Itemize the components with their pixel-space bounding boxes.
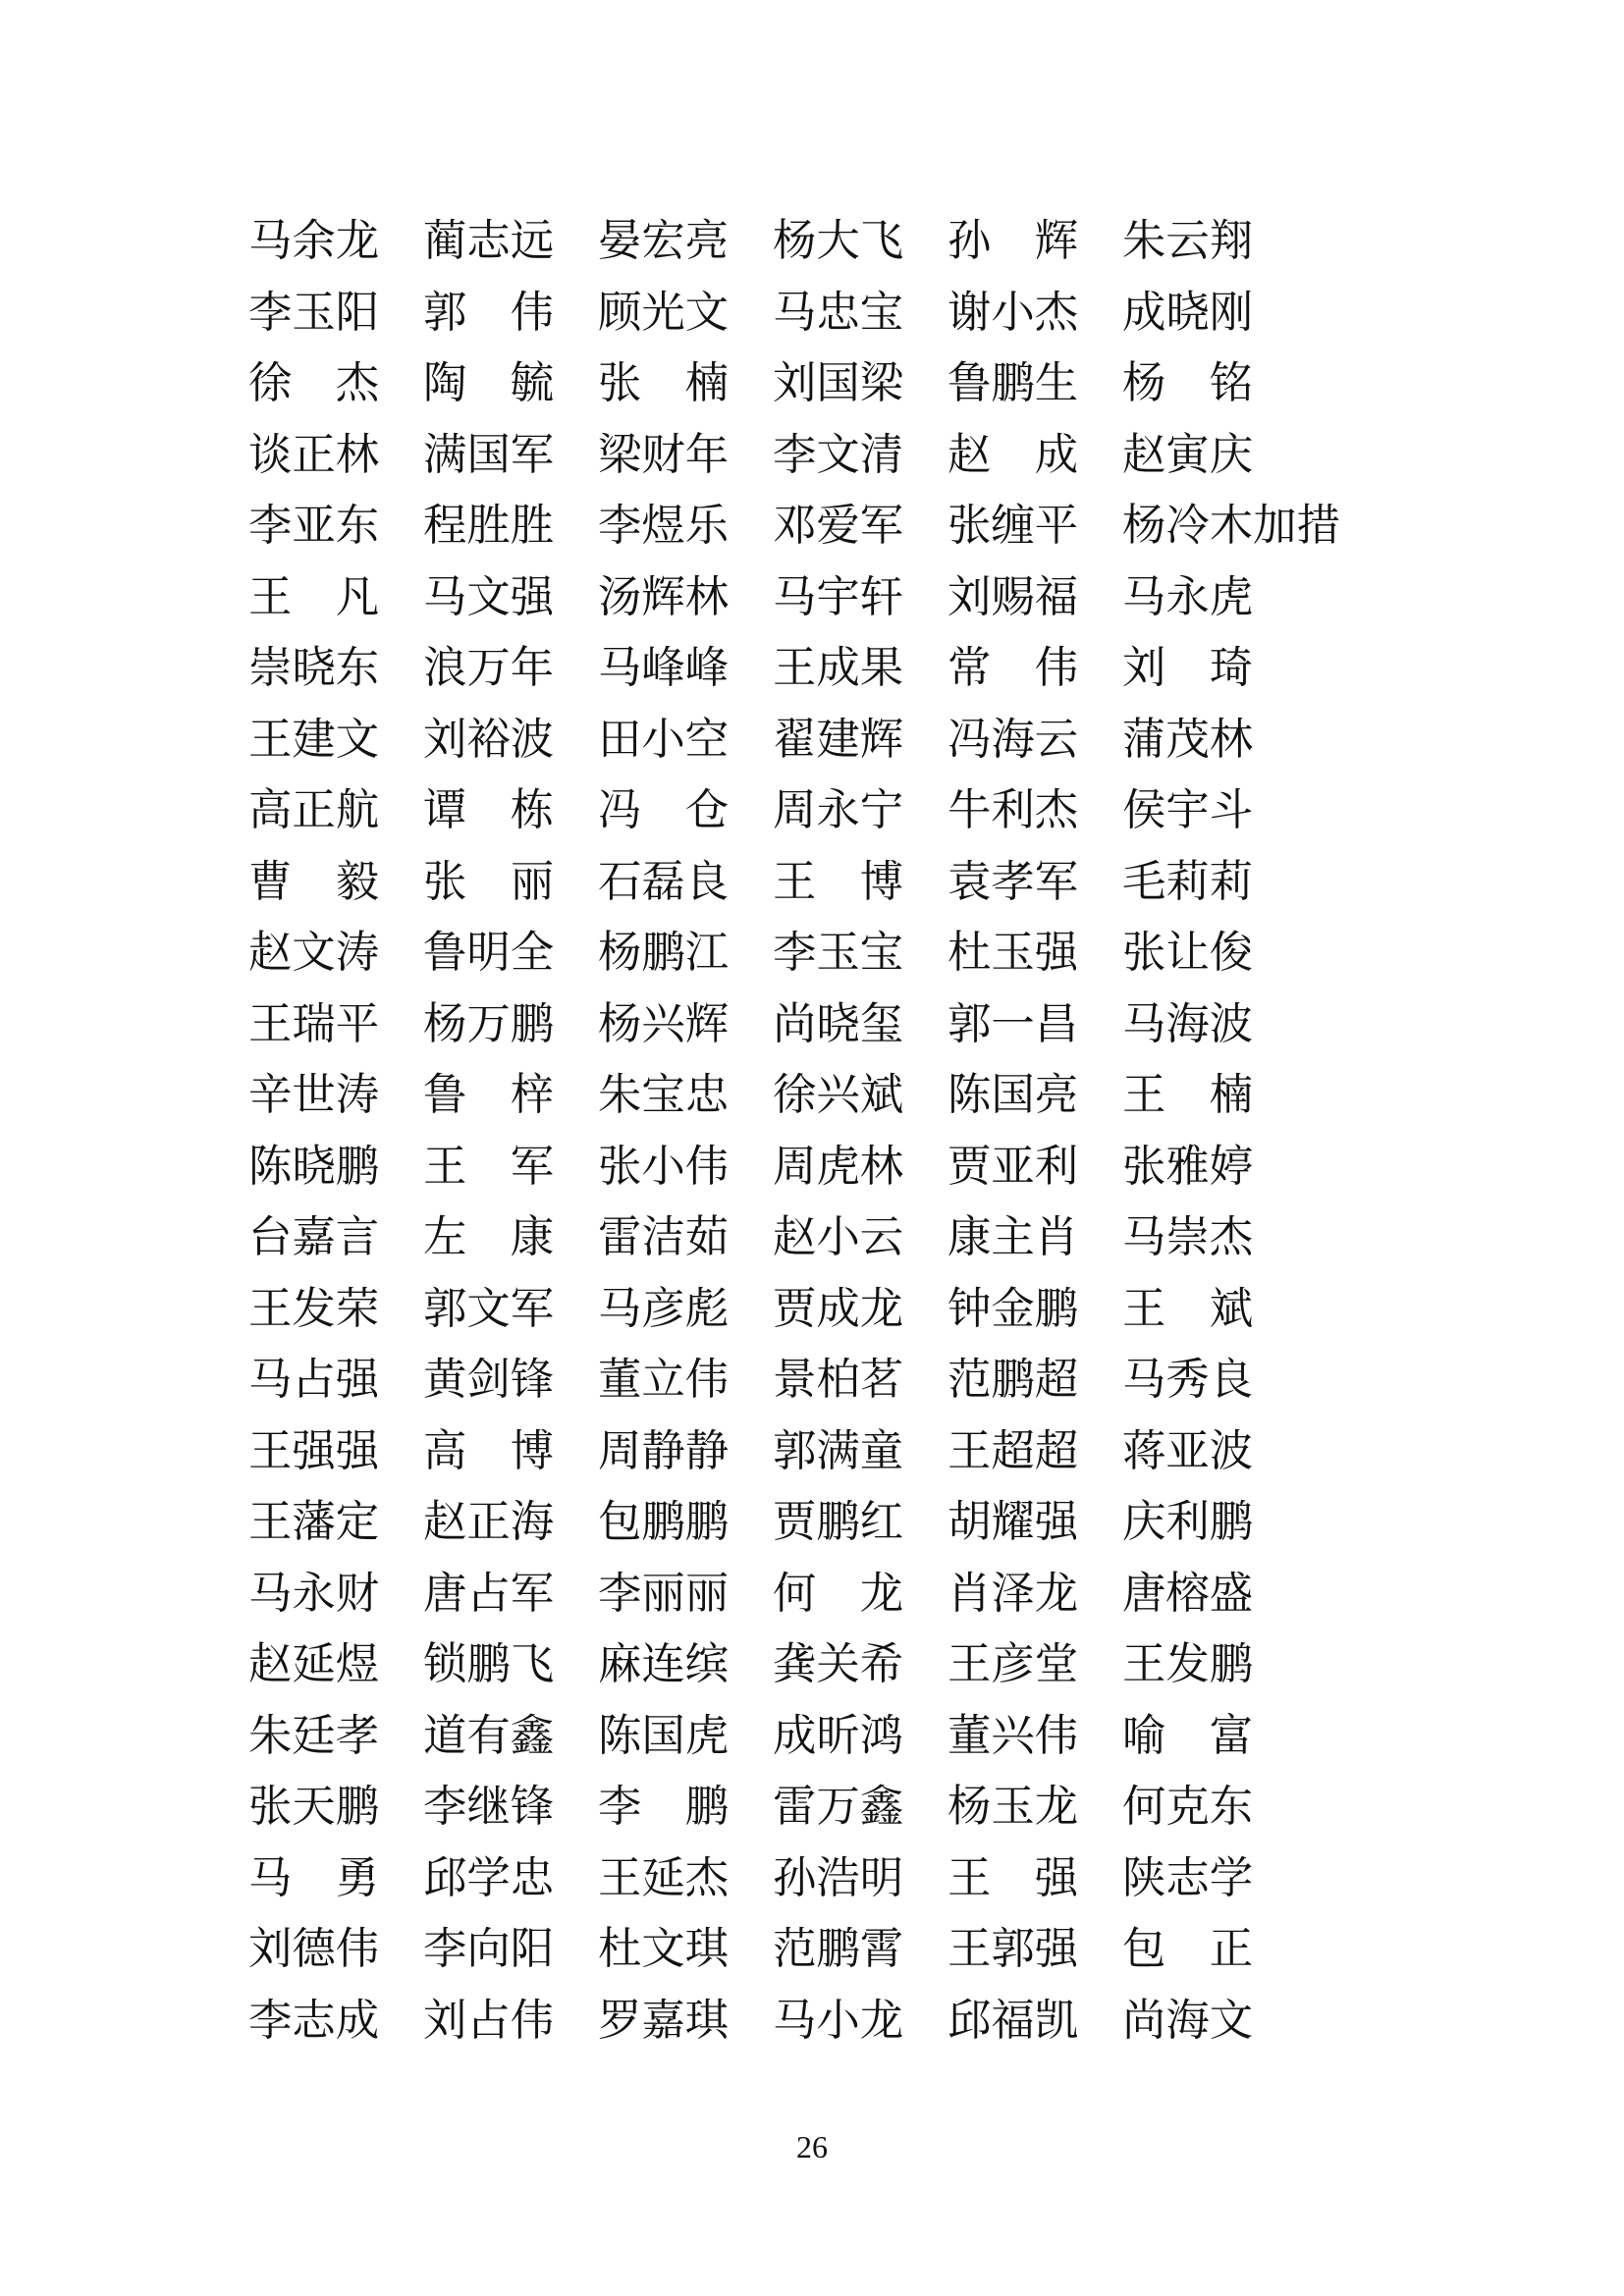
person-name: 王 强 (947, 1852, 1079, 1902)
person-name: 李向阳 (423, 1924, 555, 1974)
person-name: 杨鹏江 (598, 928, 730, 978)
person-name: 马永虎 (1122, 571, 1254, 621)
person-name: 成昕鸿 (773, 1710, 904, 1760)
person-name: 杨玉龙 (947, 1782, 1079, 1832)
person-name: 张 楠 (598, 358, 730, 408)
person-name: 汤辉林 (598, 571, 730, 621)
person-name: 雷洁茹 (598, 1212, 730, 1262)
person-name: 常 伟 (947, 643, 1079, 693)
person-name: 辛世涛 (248, 1070, 380, 1120)
person-name: 刘国梁 (773, 358, 904, 408)
person-name: 顾光文 (598, 287, 730, 337)
person-name: 袁孝军 (947, 856, 1079, 906)
person-name: 李亚东 (248, 501, 380, 551)
person-name: 杨 铭 (1122, 358, 1254, 408)
person-name: 贾成龙 (773, 1283, 904, 1333)
page-number: 26 (796, 2129, 828, 2164)
person-name: 杨冷木加措 (1122, 501, 1340, 551)
person-name: 张小伟 (598, 1141, 730, 1191)
person-name: 贾亚利 (947, 1141, 1079, 1191)
person-name: 胡耀强 (947, 1497, 1079, 1547)
person-name: 王强强 (248, 1425, 380, 1475)
person-name: 鲁鹏生 (947, 358, 1079, 408)
person-name: 蒋亚波 (1122, 1425, 1254, 1475)
person-name: 马峰峰 (598, 643, 730, 693)
person-name: 台嘉言 (248, 1212, 380, 1262)
person-name: 罗嘉琪 (598, 1995, 730, 2045)
person-name: 曹 毅 (248, 856, 380, 906)
person-name: 刘赐福 (947, 571, 1079, 621)
person-name: 包 正 (1122, 1924, 1254, 1974)
person-name: 王 博 (773, 856, 904, 906)
person-name: 李志成 (248, 1995, 380, 2045)
person-name: 贾鹏红 (773, 1497, 904, 1547)
person-name: 康主肖 (947, 1212, 1079, 1262)
person-name: 李玉宝 (773, 928, 904, 978)
person-name: 谈正林 (248, 429, 380, 479)
person-name: 张雅婷 (1122, 1141, 1254, 1191)
person-name: 王 凡 (248, 571, 380, 621)
person-name: 王瑞平 (248, 998, 380, 1048)
person-name: 李继锋 (423, 1782, 555, 1832)
person-name: 谢小杰 (947, 287, 1079, 337)
person-name: 唐占军 (423, 1568, 555, 1618)
person-name: 肖泽龙 (947, 1568, 1079, 1618)
person-name: 董立伟 (598, 1355, 730, 1405)
person-name: 石磊良 (598, 856, 730, 906)
person-name: 蒲茂林 (1122, 714, 1254, 764)
person-name: 范鹏霄 (773, 1924, 904, 1974)
person-name: 侯宇斗 (1122, 785, 1254, 835)
person-name: 郭文军 (423, 1283, 555, 1333)
person-name: 龚关希 (773, 1639, 904, 1689)
person-name: 谭 栋 (423, 785, 555, 835)
person-name: 尚晓玺 (773, 998, 904, 1048)
person-name: 晏宏亮 (598, 216, 730, 266)
person-name: 李 鹏 (598, 1782, 730, 1832)
person-name: 王彦堂 (947, 1639, 1079, 1689)
person-name: 朱云翔 (1122, 216, 1254, 266)
person-name: 唐榕盛 (1122, 1568, 1254, 1618)
person-name: 何 龙 (773, 1568, 904, 1618)
person-name: 王发鹏 (1122, 1639, 1254, 1689)
person-name: 陈晓鹏 (248, 1141, 380, 1191)
person-name: 王郭强 (947, 1924, 1079, 1974)
person-name: 杨万鹏 (423, 998, 555, 1048)
person-name: 高 博 (423, 1425, 555, 1475)
person-name: 周虎林 (773, 1141, 904, 1191)
person-name: 翟建辉 (773, 714, 904, 764)
person-name: 杨兴辉 (598, 998, 730, 1048)
person-name: 郭一昌 (947, 998, 1079, 1048)
person-name: 雷万鑫 (773, 1782, 904, 1832)
person-name: 王 楠 (1122, 1070, 1254, 1120)
person-name: 钟金鹏 (947, 1283, 1079, 1333)
person-name: 浪万年 (423, 643, 555, 693)
person-name: 何克东 (1122, 1782, 1254, 1832)
person-name: 马 勇 (248, 1852, 380, 1902)
person-name: 李丽丽 (598, 1568, 730, 1618)
person-name: 马小龙 (773, 1995, 904, 2045)
person-name: 杜文琪 (598, 1924, 730, 1974)
person-name: 张让俊 (1122, 928, 1254, 978)
person-name: 张天鹏 (248, 1782, 380, 1832)
person-name: 庆利鹏 (1122, 1497, 1254, 1547)
person-name: 朱宝忠 (598, 1070, 730, 1120)
person-name: 邱学忠 (423, 1852, 555, 1902)
person-name: 李文清 (773, 429, 904, 479)
person-name: 马余龙 (248, 216, 380, 266)
person-name: 王发荣 (248, 1283, 380, 1333)
person-name: 马忠宝 (773, 287, 904, 337)
person-name: 周永宁 (773, 785, 904, 835)
person-name: 王超超 (947, 1425, 1079, 1475)
person-name: 李玉阳 (248, 287, 380, 337)
person-name: 陕志学 (1122, 1852, 1254, 1902)
person-name: 赵正海 (423, 1497, 555, 1547)
person-name: 范鹏超 (947, 1355, 1079, 1405)
person-name: 王藩定 (248, 1497, 380, 1547)
person-name: 郭 伟 (423, 287, 555, 337)
person-name: 马崇杰 (1122, 1212, 1254, 1262)
person-name: 邓爱军 (773, 501, 904, 551)
person-name: 包鹏鹏 (598, 1497, 730, 1547)
person-name: 冯 仓 (598, 785, 730, 835)
person-name: 董兴伟 (947, 1710, 1079, 1760)
person-name: 鲁 梓 (423, 1070, 555, 1120)
person-name: 高正航 (248, 785, 380, 835)
person-name: 刘裕波 (423, 714, 555, 764)
person-name: 王 军 (423, 1141, 555, 1191)
person-name: 周静静 (598, 1425, 730, 1475)
person-name: 冯海云 (947, 714, 1079, 764)
person-name: 张缠平 (947, 501, 1079, 551)
person-name: 马永财 (248, 1568, 380, 1618)
person-name: 徐兴斌 (773, 1070, 904, 1120)
person-name: 蔺志远 (423, 216, 555, 266)
person-name: 赵 成 (947, 429, 1079, 479)
person-name: 王成果 (773, 643, 904, 693)
person-name: 陶 毓 (423, 358, 555, 408)
person-name: 毛莉莉 (1122, 856, 1254, 906)
person-name: 马文强 (423, 571, 555, 621)
person-name: 成晓刚 (1122, 287, 1254, 337)
person-name: 景柏茗 (773, 1355, 904, 1405)
person-name: 陈国亮 (947, 1070, 1079, 1120)
person-name: 杨大飞 (773, 216, 904, 266)
person-name: 马秀良 (1122, 1355, 1254, 1405)
names-grid (248, 205, 1340, 2056)
person-name: 赵延煜 (248, 1639, 380, 1689)
person-name: 张 丽 (423, 856, 555, 906)
person-name: 梁财年 (598, 429, 730, 479)
person-name: 刘占伟 (423, 1995, 555, 2045)
person-name: 王延杰 (598, 1852, 730, 1902)
person-name: 锁鹏飞 (423, 1639, 555, 1689)
person-name: 满国军 (423, 429, 555, 479)
person-name: 王 斌 (1122, 1283, 1254, 1333)
person-name: 杜玉强 (947, 928, 1079, 978)
person-name: 马海波 (1122, 998, 1254, 1048)
person-name: 左 康 (423, 1212, 555, 1262)
person-name: 尚海文 (1122, 1995, 1254, 2045)
person-name: 赵寅庆 (1122, 429, 1254, 479)
person-name: 刘德伟 (248, 1924, 380, 1974)
person-name: 邱福凯 (947, 1995, 1079, 2045)
person-name: 王建文 (248, 714, 380, 764)
person-name: 崇晓东 (248, 643, 380, 693)
person-name: 赵小云 (773, 1212, 904, 1262)
person-name: 刘 琦 (1122, 643, 1254, 693)
person-name: 马宇轩 (773, 571, 904, 621)
person-name: 道有鑫 (423, 1710, 555, 1760)
person-name: 鲁明全 (423, 928, 555, 978)
person-name: 徐 杰 (248, 358, 380, 408)
person-name: 田小空 (598, 714, 730, 764)
person-name: 牛利杰 (947, 785, 1079, 835)
person-name: 孙 辉 (947, 216, 1079, 266)
person-name: 马彦彪 (598, 1283, 730, 1333)
person-name: 麻连缤 (598, 1639, 730, 1689)
person-name: 朱廷孝 (248, 1710, 380, 1760)
person-name: 赵文涛 (248, 928, 380, 978)
person-name: 黄剑锋 (423, 1355, 555, 1405)
person-name: 李煜乐 (598, 501, 730, 551)
person-name: 孙浩明 (773, 1852, 904, 1902)
person-name: 程胜胜 (423, 501, 555, 551)
person-name: 马占强 (248, 1355, 380, 1405)
person-name: 陈国虎 (598, 1710, 730, 1760)
person-name: 郭满童 (773, 1425, 904, 1475)
person-name: 喻 富 (1122, 1710, 1254, 1760)
